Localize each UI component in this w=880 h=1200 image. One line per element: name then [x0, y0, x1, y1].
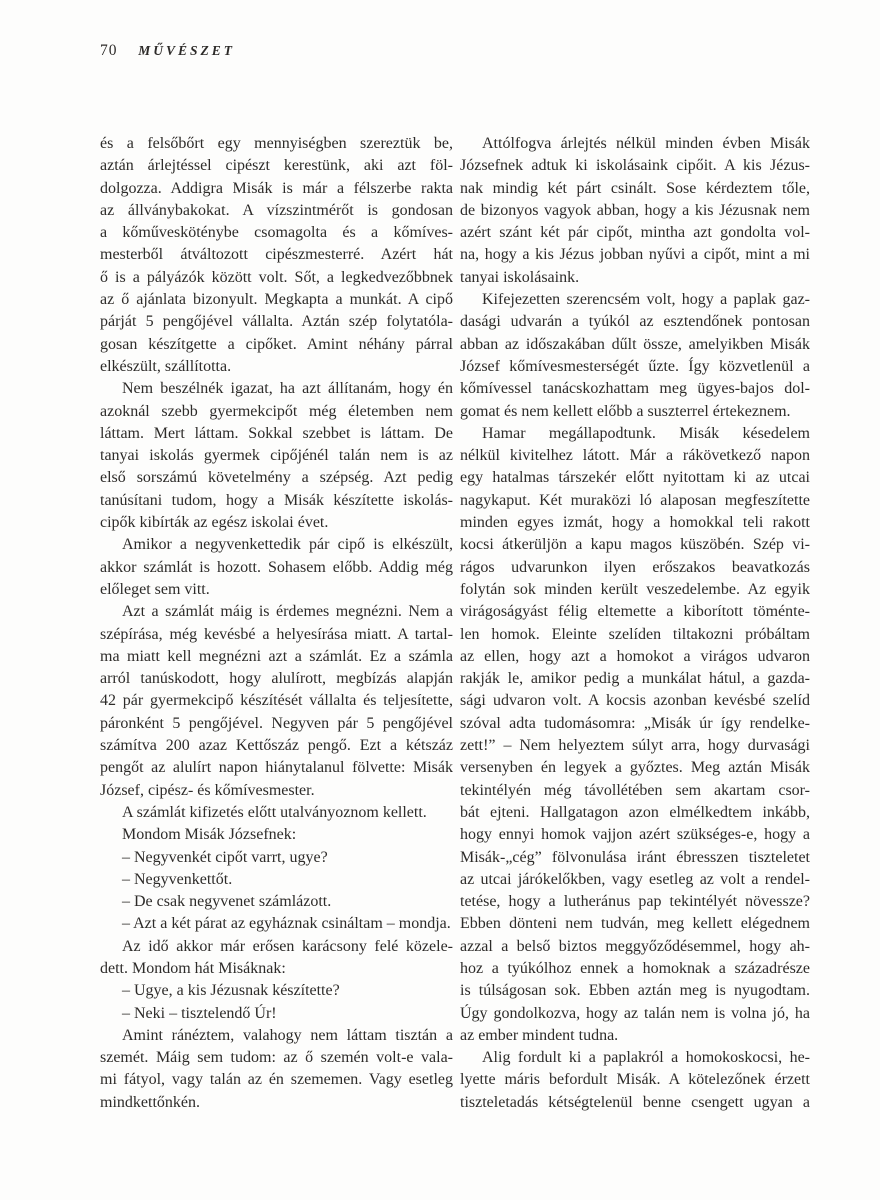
text-line: azzal a belső biztos meggyőződésemmel, hogy ah-	[460, 937, 810, 955]
text-line: Amint ránéztem, valahogy nem láttam tisztán a	[122, 1026, 453, 1044]
text-line: tanyai iskolás gyermek cipőjénél talán nem is az	[100, 447, 453, 465]
text-line: – Ugye, a kis Jézusnak készítette?	[122, 982, 340, 1000]
text-line: láttam. Mert láttam. Sokkal szebbet is láttam. De	[100, 424, 453, 442]
text-line: de bizonyos vagyok abban, hogy a kis Jézusnak nem	[460, 201, 810, 219]
text-line: dasági udvarán a tyúkól az esztendőnek pontosan	[460, 313, 810, 331]
paragraph	[460, 1047, 810, 1114]
text-line: – Negyvenkettőt.	[122, 870, 233, 888]
paragraph	[100, 802, 453, 824]
text-line: lyette máris befordult Misák. A kötelezőnek érzett	[460, 1071, 810, 1089]
text-line: egy hatalmas társzekér előtt nyitottam ki az utcai	[460, 469, 810, 487]
paragraph	[460, 289, 810, 423]
paragraph	[100, 980, 453, 1002]
text-line: elkészült, szállította.	[100, 357, 232, 375]
text-line: 42 pár gyermekcipő készítését vállalta és teljesítette,	[100, 692, 453, 710]
text-line: Józsefnek adtuk ki iskolásaink cipőit. A kis Jézus-	[460, 157, 810, 175]
text-line: Kifejezetten szerencsém volt, hogy a paplak gaz-	[482, 291, 810, 309]
text-line: Amikor a negyvenkettedik pár cipő is elkészült,	[122, 536, 453, 554]
running-header	[100, 42, 235, 60]
text-line: tetése, hogy a lutheránus pap tekintélyét növessze?	[460, 893, 810, 911]
text-line: kocsi átkerüljön a kapu magos küszöbén. Szép vi-	[460, 536, 810, 554]
text-line: Mondom Misák Józsefnek:	[122, 826, 297, 844]
text-line: minden egyes izmát, hogy a homokkal teli rakott	[460, 514, 810, 532]
text-line: és a felsőbőrt egy mennyiségben szereztük be,	[100, 135, 453, 152]
text-line: József kőmívesmesterségét űzte. Így közvetlenül a	[460, 357, 810, 375]
text-line: Attólfogva árlejtés nélkül minden évben Misák	[482, 135, 810, 152]
text-column-left	[100, 133, 453, 1114]
text-line: tanyai iskolásaink.	[460, 268, 580, 286]
text-line: ő is a pályázók között volt. Sőt, a legkedvezőbbnek	[100, 268, 453, 286]
text-line: tekintélyén még távollétében sem akartam csor-	[460, 781, 810, 799]
text-line: dett. Mondom hát Misáknak:	[100, 959, 286, 977]
text-line: azoknál szebb gyermekcipőt még életemben nem	[100, 402, 453, 420]
paragraph	[100, 534, 453, 601]
text-line: – Negyvenkét cipőt varrt, ugye?	[122, 848, 328, 866]
text-line: a kőművesköténybe csomagolta és a kőmíves-	[100, 224, 453, 242]
text-line: nak mindig két párt csinált. Sose kérdeztem tőle,	[460, 179, 810, 197]
text-line: az ő ajánlata bizonyult. Megkapta a munkát. A cipő	[100, 291, 453, 309]
text-line: hogy ennyi homok vajjon azért szükséges-e, hogy a	[460, 826, 810, 844]
text-line: az utcai járókelőkben, vagy esetleg az volt a rendel-	[460, 870, 810, 888]
text-line: na, hogy a kis Jézus jobban nyűvi a cipőt, mint a mi	[460, 246, 810, 264]
text-line: első sorszámú követelmény a szépség. Azt pedig	[100, 469, 453, 487]
text-line: bát ejteni. Hallgatagon azon elmélkedtem inkább,	[460, 803, 810, 821]
text-line: Úgy gondolkozva, hogy az talán nem is volna jó, ha	[460, 1004, 810, 1022]
text-line: dolgozza. Addigra Misák is már a félszerbe rakta	[100, 179, 453, 197]
paragraph	[100, 891, 453, 913]
text-line: virágoságyást félig eltemette a kiborított töménte-	[460, 603, 810, 621]
text-line: – Azt a két párat az egyháznak csináltam – mondja.	[122, 915, 451, 933]
text-line: arról tanúskodott, hogy alulírott, megbízás alapján	[100, 670, 453, 688]
paragraph	[100, 824, 453, 846]
text-line: páronként 5 pengőjével. Negyven pár 5 pengőjével	[100, 714, 453, 732]
paragraph	[100, 913, 453, 935]
text-line: Alig fordult ki a paplakról a homokoskocsi, he-	[482, 1049, 810, 1067]
text-line: folytán sok minden került veszedelembe. Az egyik	[460, 580, 810, 598]
text-line: tanúsítani tudom, hogy a Misák készítette iskolás-	[100, 491, 453, 509]
text-line: akkor számlát is hozott. Sohasem előbb. Addig még	[100, 558, 453, 576]
text-line: len homok. Eleinte szelíden tiltakozni próbáltam	[460, 625, 810, 643]
text-line: pengőt az alulírt napon hiánytalanul fölvette: Misák	[100, 759, 453, 777]
text-line: gosan készítgette a cipőket. Amint néhány párral	[100, 335, 453, 353]
text-line: cipők kibírták az egész iskolai évet.	[100, 514, 329, 532]
text-line: Ebben dönteni nem tudván, meg kellett elégednem	[460, 915, 810, 933]
text-line: rakják le, amikor pedig a munkálat hátul, a gazda-	[460, 670, 810, 688]
paragraph	[100, 601, 453, 802]
text-line: Az idő akkor már erősen karácsony felé közele-	[122, 937, 453, 955]
section-title: MŰVÉSZET	[138, 43, 236, 58]
paragraph	[100, 1003, 453, 1025]
text-line: tiszteletadás kétségtelenül benne csengett ugyan a	[460, 1093, 810, 1111]
text-line: versenyben én legyek a győztes. Meg aztán Misák	[460, 759, 810, 777]
paragraph	[460, 133, 810, 289]
text-line: mi fátyol, vagy talán az én szememen. Vagy esetleg	[100, 1071, 453, 1089]
text-line: is túlságosan sok. Ebben aztán meg is nyugodtam.	[460, 982, 810, 1000]
text-line: gomat és nem kellett előbb a suszterrel értekeznem.	[460, 402, 791, 420]
paragraph	[460, 423, 810, 1047]
text-line: Misák-„cég” fölvonulása iránt ébresszen tiszteletet	[460, 848, 810, 866]
paragraph	[100, 1025, 453, 1114]
text-line: nélkül kivitelhez látott. Már a rákövetkező napon	[460, 447, 810, 465]
text-line: az állványbakokat. A vízszintmérőt is gondosan	[100, 201, 453, 219]
text-line: abban az időszakában dűlt össze, amelyikben Misák	[460, 335, 810, 353]
text-line: rágos udvarunkon ilyen erőszakos beavatkozás	[460, 558, 810, 576]
text-line: – De csak negyvenet számlázott.	[122, 893, 332, 911]
page-number: 70	[100, 42, 118, 59]
text-column-right	[460, 133, 810, 1114]
paragraph	[100, 847, 453, 869]
text-line: kőmívessel tanácskozhattam meg ügyes-bajos dol-	[460, 380, 810, 398]
text-line: az ember mindent tudna.	[460, 1026, 619, 1044]
text-line: A számlát kifizetés előtt utalványoznom kellett.	[122, 803, 427, 821]
text-line: Hamar megállapodtunk. Misák késedelem	[482, 424, 810, 442]
text-line: szépírása, még kevésbé a helyesírása miatt. A tartal-	[100, 625, 453, 643]
text-line: mindkettőnkén.	[100, 1093, 200, 1111]
text-line: nagykaput. Két muraközi ló alaposan megfeszítette	[460, 491, 810, 509]
text-line: az ellen, hogy azt a homokot a virágos udvaron	[460, 647, 810, 665]
text-line: sági udvaron volt. A kocsis azonban kevésbé szelíd	[460, 692, 810, 710]
text-line: párját 5 pengőjével vállalta. Aztán szép folytatóla-	[100, 313, 453, 331]
text-line: előleget sem vitt.	[100, 580, 210, 598]
text-line: zett!” – Nem helyeztem súlyt arra, hogy durvasági	[460, 737, 810, 755]
text-line: Nem beszélnék igazat, ha azt állítanám, hogy én	[122, 380, 453, 398]
text-line: Azt a számlát máig is érdemes megnézni. Nem a	[122, 603, 453, 621]
text-line: szemét. Máig sem tudom: az ő szemén volt-e vala-	[100, 1049, 453, 1067]
text-line: számítva 200 azaz Kettőszáz pengő. Ezt a kétszáz	[100, 737, 453, 755]
text-line: hoz a tyúkólhoz ennek a homoknak a századrésze	[460, 959, 810, 977]
paragraph	[100, 133, 453, 378]
text-line: ma miatt kell megnézni azt a számlát. Ez a számla	[100, 647, 453, 665]
text-line: mesterből átváltozott cipészmesterré. Azért hát	[100, 246, 453, 264]
paragraph	[100, 869, 453, 891]
text-line: szóval adta tudomásomra: „Misák úr így rendelke-	[460, 714, 810, 732]
text-line: azért szánt két pár cipőt, mintha azt gondolta vol-	[460, 224, 810, 242]
text-line: aztán árlejtéssel cipészt kerestünk, aki azt föl-	[100, 157, 453, 175]
paragraph	[100, 936, 453, 981]
text-line: József, cipész- és kőmívesmester.	[100, 781, 315, 799]
paragraph	[100, 378, 453, 534]
text-line: – Neki – tisztelendő Úr!	[122, 1004, 277, 1022]
